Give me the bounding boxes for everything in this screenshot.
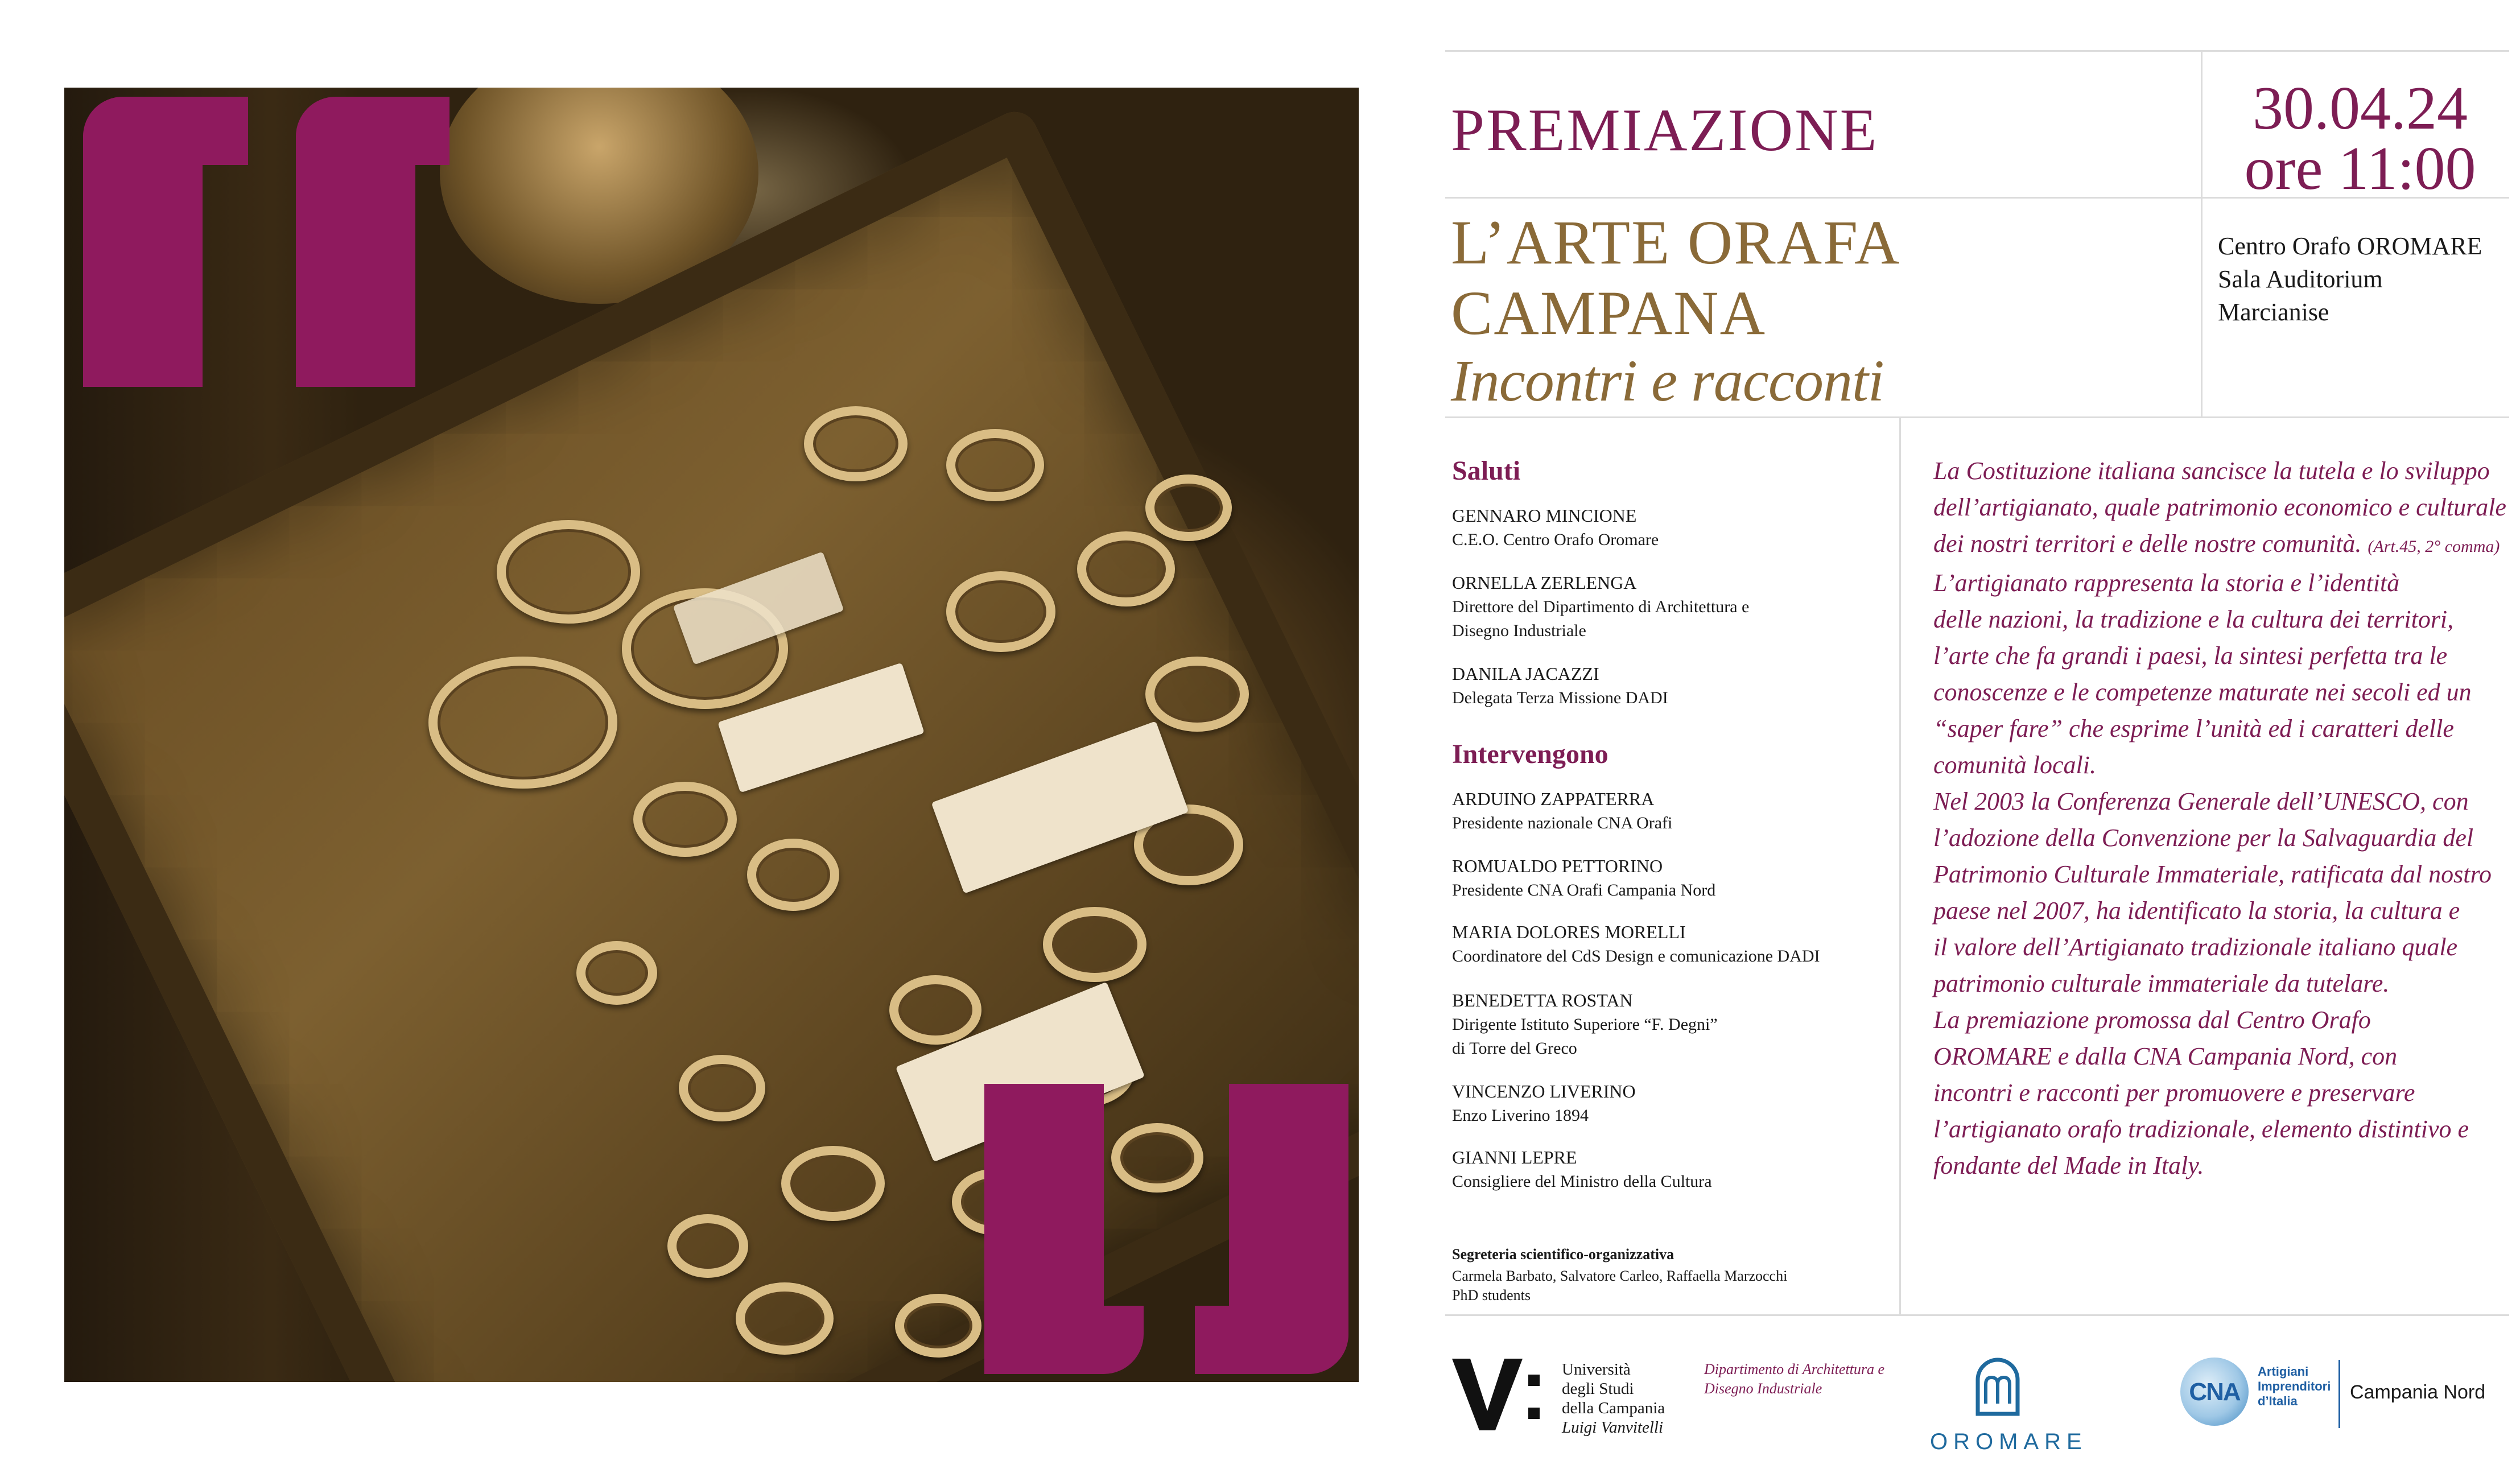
speaker-name: ARDUINO ZAPPATERRA xyxy=(1452,789,1655,809)
body-line: il valore dell’Artigianato tradizionale italiano quale xyxy=(1933,933,2458,961)
cna-logo-text: CNA xyxy=(2189,1378,2240,1406)
speaker-role: Dirigente Istituto Superiore “F. Degni” xyxy=(1452,1015,1718,1034)
body-line: Patrimonio Culturale Immateriale, ratificata dal nostro xyxy=(1933,860,2492,888)
body-line xyxy=(1933,526,2508,565)
speaker-role: Enzo Liverino 1894 xyxy=(1452,1106,1589,1125)
body-line: l’artigianato orafo tradizionale, elemento distintivo e xyxy=(1933,1115,2469,1143)
open-quote-left-top xyxy=(83,97,248,165)
university-line: Luigi Vanvitelli xyxy=(1562,1418,1664,1437)
cna-subtitle xyxy=(2258,1364,2331,1409)
department-line: Dipartimento di Architettura e xyxy=(1704,1361,1885,1377)
speaker-name: ORNELLA ZERLENGA xyxy=(1452,572,1637,593)
body-line: OROMARE e dalla CNA Campania Nord, con xyxy=(1933,1042,2398,1070)
segreteria-title: Segreteria scientifico-organizzativa xyxy=(1452,1246,1674,1263)
saluti-heading: Saluti xyxy=(1452,456,1521,486)
event-datetime xyxy=(2206,75,2514,203)
event-date: 30.04.24 xyxy=(2253,75,2468,142)
university-line: della Campania xyxy=(1562,1399,1665,1417)
body-line: La premiazione promossa dal Centro Orafo xyxy=(1933,1006,2371,1034)
speaker-role: Disegno Industriale xyxy=(1452,621,1586,640)
divider-title xyxy=(1445,416,2509,418)
photo-ring xyxy=(781,1146,885,1221)
photo-ring xyxy=(1145,657,1249,732)
speaker-name: ROMUALDO PETTORINO xyxy=(1452,856,1663,876)
venue-line: Sala Auditorium xyxy=(2218,265,2383,293)
body-line: Nel 2003 la Conferenza Generale dell’UNESCO, con xyxy=(1933,787,2469,815)
open-quote-right-top xyxy=(296,97,449,165)
oromare-wordmark: OROMARE xyxy=(1930,1429,2088,1454)
body-line: comunità locali. xyxy=(1933,751,2096,779)
department-name xyxy=(1704,1360,1884,1398)
photo-ring xyxy=(895,1294,981,1358)
divider-top xyxy=(1445,50,2509,52)
speaker-name: DANILA JACAZZI xyxy=(1452,663,1599,684)
event-time: ore 11:00 xyxy=(2244,135,2476,203)
venue-line: Marcianise xyxy=(2218,298,2329,326)
photo-ring xyxy=(428,657,617,789)
photo-ring xyxy=(679,1055,765,1121)
photo-ring xyxy=(633,782,737,857)
body-citation: (Art.45, 2° comma) xyxy=(2368,537,2500,556)
body-line-text: dei nostri territori e delle nostre comunità. xyxy=(1933,530,2362,558)
photo-ring xyxy=(1145,475,1232,541)
speaker-name: GIANNI LEPRE xyxy=(1452,1147,1577,1167)
body-line: L’artigianato rappresenta la storia e l’identità xyxy=(1933,569,2400,597)
body-line: l’arte che fa grandi i paesi, la sintesi perfetta tra le xyxy=(1933,642,2448,670)
event-title-line1: L’ARTE ORAFA xyxy=(1451,208,1901,277)
body-line: l’adozione della Convenzione per la Salvaguardia del xyxy=(1933,824,2474,852)
body-line: La Costituzione italiana sancisce la tutela e lo sviluppo xyxy=(1933,457,2490,485)
divider-vertical-date xyxy=(2201,50,2203,416)
body-line: dell’artigianato, quale patrimonio economico e culturale xyxy=(1933,493,2506,521)
photo-ring xyxy=(1043,907,1146,982)
body-line: paese nel 2007, ha identificato la storia, la cultura e xyxy=(1933,897,2460,925)
close-quote-left-bottom xyxy=(990,1306,1144,1374)
vanvitelli-logo-icon xyxy=(1452,1354,1543,1434)
photo-ring xyxy=(946,429,1044,501)
body-line: “saper fare” che esprime l’unità ed i caratteri delle xyxy=(1933,715,2454,742)
event-venue xyxy=(2218,230,2482,329)
body-text xyxy=(1933,453,2508,1184)
event-subtitle: Incontri e racconti xyxy=(1451,348,1884,414)
cna-region: Campania Nord xyxy=(2350,1381,2486,1403)
divider-vertical-body xyxy=(1899,416,1901,1314)
speaker-role: di Torre del Greco xyxy=(1452,1039,1577,1058)
photo-ring xyxy=(747,839,839,911)
body-line: incontri e racconti per promuovere e preservare xyxy=(1933,1079,2415,1107)
photo-ring xyxy=(736,1282,834,1355)
photo-ring xyxy=(497,520,640,624)
cna-subtitle-line: Artigiani xyxy=(2258,1364,2309,1379)
speaker-name: BENEDETTA ROSTAN xyxy=(1452,990,1633,1010)
body-line: fondante del Made in Italy. xyxy=(1933,1152,2204,1179)
speaker-role: Delegata Terza Missione DADI xyxy=(1452,688,1668,707)
body-line: patrimonio culturale immateriale da tutelare. xyxy=(1933,969,2390,997)
speaker-role: C.E.O. Centro Orafo Oromare xyxy=(1452,530,1659,549)
photo-ring xyxy=(1077,531,1175,607)
oromare-logo-icon xyxy=(1973,1357,2022,1420)
photo-ring xyxy=(889,975,981,1045)
speaker-role: Consigliere del Ministro della Cultura xyxy=(1452,1172,1712,1191)
speaker-name: MARIA DOLORES MORELLI xyxy=(1452,922,1686,942)
university-line: degli Studi xyxy=(1562,1380,1634,1398)
speaker-role: Direttore del Dipartimento di Architettura e xyxy=(1452,597,1750,616)
university-name xyxy=(1562,1360,1665,1437)
photo-ring xyxy=(667,1214,748,1278)
segreteria-names: Carmela Barbato, Salvatore Carleo, Raffaella Marzocchi xyxy=(1452,1268,1788,1284)
cna-subtitle-line: d’Italia xyxy=(2258,1394,2298,1408)
cna-subtitle-line: Imprenditori xyxy=(2258,1379,2331,1393)
body-line: conoscenze e le competenze maturate nei secoli ed un xyxy=(1933,678,2472,706)
department-line: Disegno Industriale xyxy=(1704,1380,1822,1397)
body-line: delle nazioni, la tradizione e la cultura dei territori, xyxy=(1933,605,2454,633)
venue-line: Centro Orafo OROMARE xyxy=(2218,232,2482,260)
speaker-name: GENNARO MINCIONE xyxy=(1452,505,1637,526)
event-title xyxy=(1451,207,1901,348)
speaker-role: Presidente CNA Orafi Campania Nord xyxy=(1452,881,1716,900)
cna-separator xyxy=(2338,1360,2340,1428)
goldsmith-tray-photo xyxy=(64,88,1359,1382)
photo-ring xyxy=(1111,1123,1203,1193)
event-type: PREMIAZIONE xyxy=(1451,97,1879,163)
photo-ring xyxy=(804,406,908,481)
intervengono-heading: Intervengono xyxy=(1452,739,1608,769)
speaker-role: Coordinatore del CdS Design e comunicazione DADI xyxy=(1452,947,1820,966)
event-title-line2: CAMPANA xyxy=(1451,278,1767,348)
segreteria-role: PhD students xyxy=(1452,1287,1531,1303)
speaker-role: Presidente nazionale CNA Orafi xyxy=(1452,814,1673,832)
photo-ring xyxy=(946,571,1055,652)
university-line: Università xyxy=(1562,1360,1631,1379)
photo-ring xyxy=(576,941,657,1005)
close-quote-right-bottom xyxy=(1195,1306,1348,1374)
speaker-name: VINCENZO LIVERINO xyxy=(1452,1081,1636,1101)
divider-footer xyxy=(1445,1314,2509,1316)
